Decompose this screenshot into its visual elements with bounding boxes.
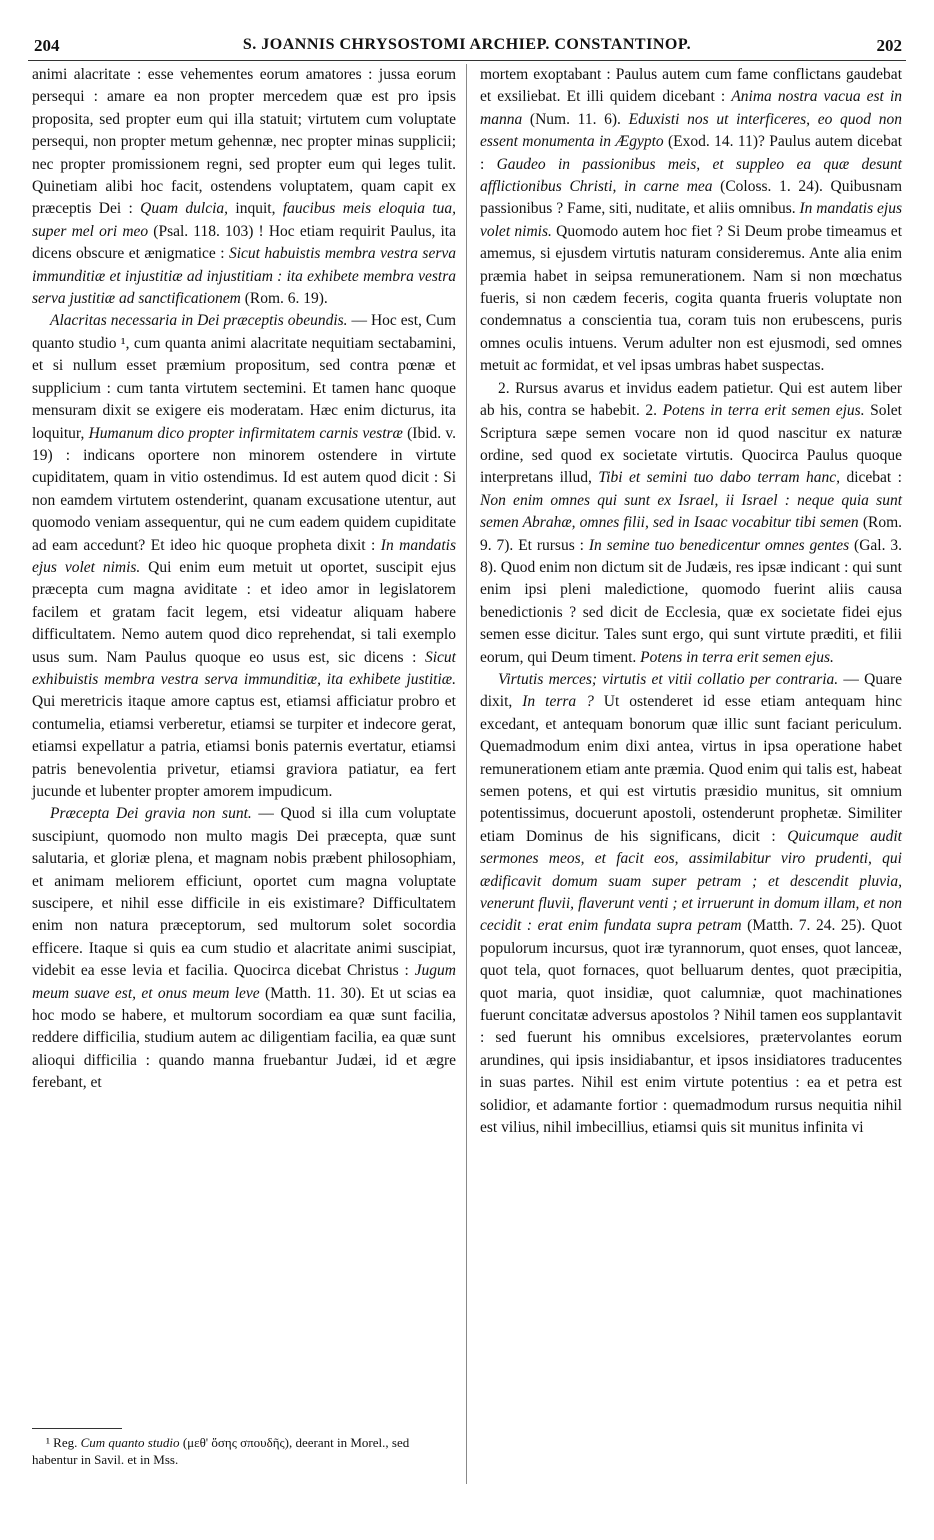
section-heading: Virtutis merces; virtutis et vitii collatio per contraria. bbox=[498, 670, 839, 688]
paragraph: 2. Rursus avarus et invidus eadem patietur. Qui est autem liber ab his, contra se habebit. 2. Potens in terra erit semen ejus. Solet Scriptura sæpe semen vocare non id quod nascitur ex naturæ ordine, sed quod ex societate virtutis. Quocirca Paulus quoque interpretans illud, Tibi et semini tuo dabo terram hanc, dicebat : Non enim omnes qui sunt ex Israel, ii Israel : neque quia sunt semen Abrahæ, omnes filii, sed in Isaac vocabitur tibi semen (Rom. 9. 7). Et rursus : In semine tuo benedicentur omnes gentes (Gal. 3. 8). Quod enim non dictum sit de Judæis, res ipsæ indicant : qui sunt enim ipsi pleni maledictione, quomodo fuerint aliis causa benedictionis ? sed dicit de Ecclesia, quæ ex societate fidei ejus semen esse dicitur. Tales sunt ergo, qui sunt virtute præditi, et filii eorum, qui Deum timent. Potens in terra erit semen ejus. bbox=[480, 379, 902, 666]
footnote-rule bbox=[32, 1428, 122, 1429]
footnote: ¹ Reg. Cum quanto studio (μεθ' ὅσης σπουδῆς), deerant in Morel., sed habentur in Savil. et in Mss. bbox=[32, 1435, 410, 1467]
column-divider bbox=[466, 64, 467, 1484]
running-title: S. JOANNIS CHRYSOSTOMI ARCHIEP. CONSTANTINOP. bbox=[242, 36, 692, 53]
running-header bbox=[28, 36, 906, 61]
paragraph: Alacritas necessaria in Dei præceptis obeundis. — Hoc est, Cum quanto studio ¹, cum quanta animi alacritate nequitiam sectabamini, et si nullum esset præmium propositum, sed contra pœnæ et supplicium : cum tanta virtutem sectemini. Et tamen hanc quoque mensuram dixit se exigere eis moderatam. Hæc enim dicturus, ita loquitur, Humanum dico propter infirmitatem carnis vestræ (Ibid. v. 19) : indicans oportere non minorem ostendere in virtute cupiditatem, quam in vitio ostendimus. Id est autem quod dicit : Si non eamdem virtutem ostenderint, quanam excusatione utentur, aut quomodo veniam assequentur, qui ne cum eadem quidem cupiditate ad eam accedunt? Et ideo hic quoque propheta dixit : In mandatis ejus volet nimis. Qui enim eum metuit ut oportet, suscipit ejus præcepta cum magna aviditate : et ideo amor in legislatorem facilem et gratam facit legem, etsi videatur aliquam habere difficultatem. Nemo autem quod dico reprehendat, si tali exemplo usus sum. Nam Paulus quoque eo usus est, sic dicens : Sicut exhibuistis membra vestra serva immunditiæ, ita exhibete justitiæ. Qui meretricis itaque amore captus est, etiamsi afficiatur probro et contumelia, etiamsi verberetur, etiamsi se turpiter et indecore gerat, etiamsi expellatur a patria, etiamsi bonis paternis evertatur, etiamsi patris benevolentia privetur, etiamsi graviora patiatur, ea fert jucunde et lubenter propter amorem impudicum. bbox=[32, 312, 457, 800]
paragraph: Præcepta Dei gravia non sunt. — Quod si illa cum voluptate suscipiunt, quomodo non multo magis Dei præcepta, quæ sunt salutaria, et gloriæ plena, et magnam nobis præbent philosophiam, et animam meliorem efficiunt, oportet cum magna voluptate suscipere, et nihil esse difficile in eis existimare? Difficultatem enim non natura præceptorum, sed multorum solet socordia efficere. Itaque si quis ea cum studio et alacritate animi suscipiat, videbit ea esse levia et facilia. Quocirca dicebat Christus : Jugum meum suave est, et onus meum leve (Matth. 11. 30). Et ut scias ea hoc modo se habere, et multorum socordiam ea quæ sunt facilia, reddere difficilia, studium autem ac diligentiam facilia, ea quæ sunt alioqui difficilia : quando manna fruebantur Judæi, id et ægre ferebant, et bbox=[32, 805, 456, 1092]
paragraph: mortem exoptabant : Paulus autem cum fame conflictans gaudebat et exsiliebat. Et illi quidem dicebant : Anima nostra vacua est in manna (Num. 11. 6). Eduxisti nos ut interficeres, eo quod non essent monumenta in Ægypto (Exod. 14. 11)? Paulus autem dicebat : Gaudeo in passionibus meis, et suppleo ea quæ desunt afflictionibus Christi, in carne mea (Coloss. 1. 24). Quibusnam passionibus ? Fame, siti, nuditate, et aliis omnibus. In mandatis ejus volet nimis. Quomodo autem hoc fiet ? Si Deum probe timeamus et amemus, si ejusdem virtutis naturam consideremus. Ante alia enim præmia habet in seipsa remunerationem. Nam si non mœchatus fueris, si non cædem feceris, cogita quanta frueris voluptate non condemnatus a conscientia tua, coram tuis non erubescens, puris omnes oculis intuens. Verum adulter non est ejusmodi, sed omnes metuit ac formidat, et vel ipsas umbras habet suspectas. bbox=[480, 66, 903, 375]
page-number-right: 202 bbox=[876, 36, 902, 55]
page-number-left: 204 bbox=[34, 36, 60, 55]
section-heading: Alacritas necessaria in Dei præceptis obeundis. bbox=[50, 312, 348, 330]
paragraph: animi alacritate : esse vehementes eorum amatores : jussa eorum persequi : amare ea non propter mercedem quæ est pro ipsis proposita, sed propter eum qui illa statuit; virtutem cum voluptate persequi, non propter metum gehennæ, nec propter minas supplicii; nec propter promissionem regni, sed propter eum qui leges tulit. Quinetiam alibi hoc facit, ostendens voluptatem, quam capit ex præceptis Dei : Quam dulcia, inquit, faucibus meis eloquia tua, super mel ori meo (Psal. 118. 103) ! Hoc etiam requirit Paulus, ita dicens obscure et ænigmatice : Sicut habuistis membra vestra serva immunditiæ et injustitiæ ad injustitiam : ita exhibete membra vestra serva justitiæ ad sanctificationem (Rom. 6. 19). bbox=[32, 66, 456, 308]
left-column bbox=[32, 64, 456, 1095]
right-column bbox=[480, 64, 902, 1140]
paragraph: Virtutis merces; virtutis et vitii collatio per contraria. — Quare dixit, In terra ? Ut ostenderet id esse etiam antequam hinc excedant, et antequam bonorum quæ illic sunt faciant periculum. Quemadmodum enim dixi antea, virtus in ipsa operatione habet remunerationem etiam ante præmia. Quod enim qui talis est, habeat semen potens, et qui est virtutis præsidio munitus, sit omnium potentissimus, docuerunt apostoli, ostenderunt prophetæ. Similiter etiam Dominus de his significans, dicit : Quicumque audit sermones meos, et facit eos, assimilabitur viro prudenti, qui ædificavit domum suam super petram ; et descendit pluvia, venerunt fluvii, flaverunt venti ; et irruerunt in domum illam, et non cecidit : erat enim fundata supra petram (Matth. 7. 24. 25). Quot populorum incursus, quot iræ tyrannorum, quot enses, quot lanceæ, quot tela, quot fornaces, quot belluarum dentes, quot præcipitia, quot maria, quot insidiæ, quot calumniæ, quot machinationes fuerunt concitatæ adversus apostolos ? Nihil tamen eos supplantavit : sed fuerunt his omnibus excelsiores, prætervolantes eorum arundines, qui ipsis insidiabantur, et ipsos insidiatores traducentes in suas partes. Nihil est enim virtute potentius : ea et petra est solidior, et adamante fortior : quemadmodum rursus nequitia nihil est vilius, nihil imbecillius, etiamsi quis sit munitus infinita vi bbox=[480, 670, 902, 1137]
section-heading: Præcepta Dei gravia non sunt. bbox=[50, 805, 252, 823]
